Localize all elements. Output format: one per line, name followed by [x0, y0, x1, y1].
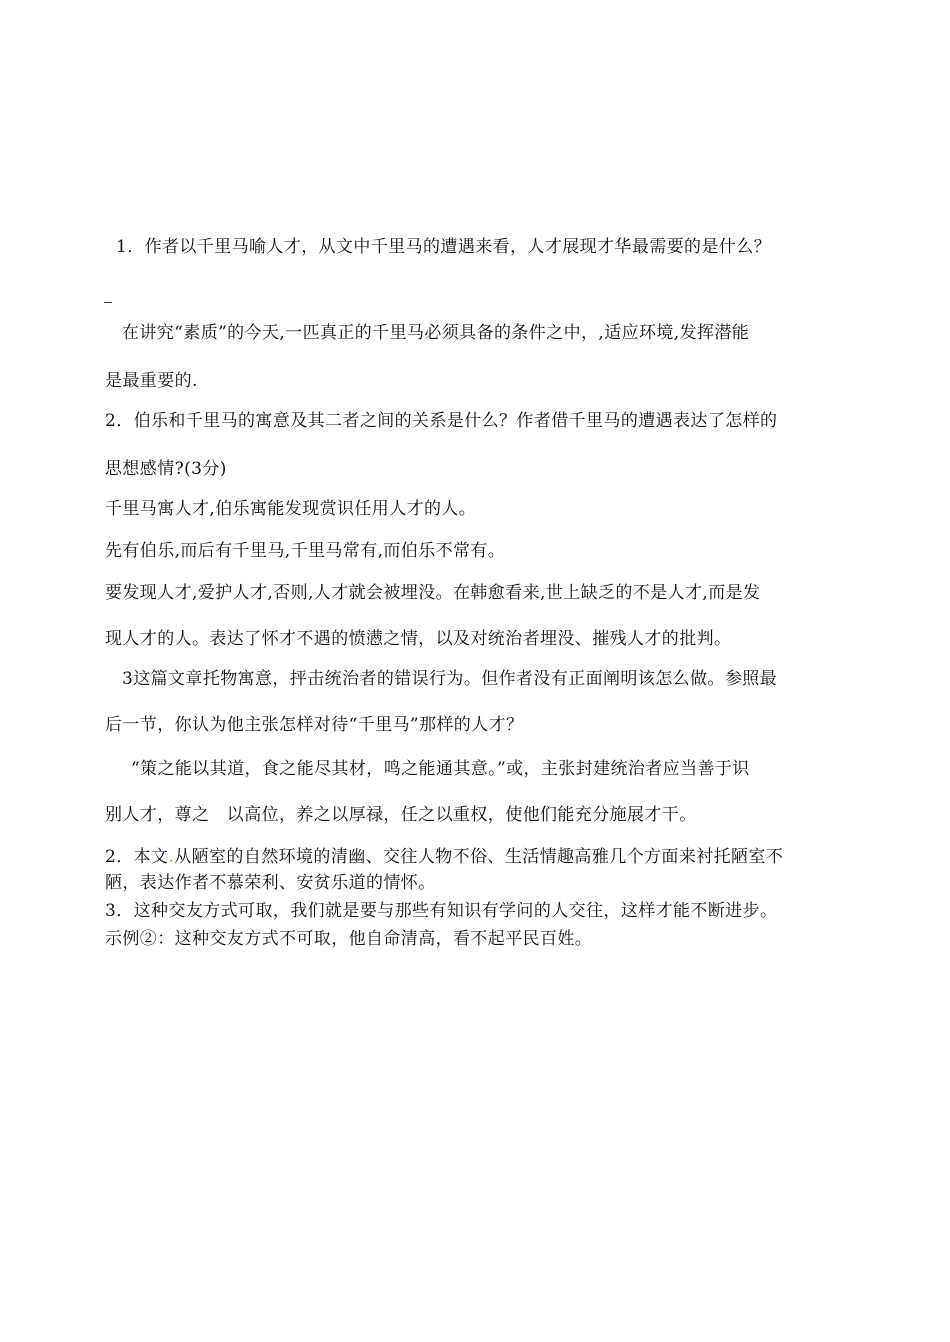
item-2-prefix: 2．本文	[105, 847, 169, 867]
item-2-line-2: 陋，表达作者不慕荣利、安贫乐道的情怀。	[105, 873, 436, 893]
question-2-line-1: 2．伯乐和千里马的寓意及其二者之间的关系是什么？作者借千里马的遭遇表达了怎样的	[105, 411, 778, 431]
answer-3-line-2: 别人才，尊之 以高位，养之以厚禄，任之以重权，使他们能充分施展才干。	[105, 805, 697, 825]
item-3-line-1: 3．这种交友方式可取，我们就是要与那些有知识有学问的人交往，这样才能不断进步。	[105, 901, 778, 921]
answer-2-line-2: 先有伯乐,而后有千里马,千里马常有,而伯乐不常有。	[105, 541, 506, 561]
answer-1-line-2: 是最重要的.	[105, 371, 198, 391]
item-3-line-2: 示例②：这种交友方式不可取，他自命清高，看不起平民百姓。	[105, 929, 593, 949]
answer-3-line-1: “策之能以其道，食之能尽其材，鸣之能通其意。”或，主张封建统治者应当善于识	[131, 759, 750, 779]
answer-2-line-1: 千里马寓人才,伯乐寓能发现赏识任用人才的人。	[105, 499, 477, 519]
question-3-line-1: 3这篇文章托物寓意，抨击统治者的错误行为。但作者没有正面阐明该怎么做。参照最	[122, 669, 778, 689]
blank-line	[104, 302, 112, 303]
item-2-line-1	[105, 846, 783, 868]
question-2-line-2: 思想感情?(3分)	[105, 459, 227, 479]
question-1: 1．作者以千里马喻人才，从文中千里马的遭遇来看，人才展现才华最需要的是什么？	[116, 237, 772, 257]
caret-mark: .	[168, 847, 175, 867]
answer-2-line-4: 现人才的人。表达了怀才不遇的愤懑之情，以及对统治者埋没、摧残人才的批判。	[105, 629, 732, 649]
item-2-text: 从陋室的自然环境的清幽、交往人物不俗、生活情趣高雅几个方面来衬托陋室不	[174, 847, 784, 867]
question-3-line-2: 后一节，你认为他主张怎样对待“千里马”那样的人才？	[105, 715, 524, 735]
answer-2-line-3: 要发现人才,爱护人才,否则,人才就会被埋没。在韩愈看来,世上缺乏的不是人才,而是发	[105, 583, 761, 603]
answer-1-line-1: 在讲究“素质”的今天,一匹真正的千里马必须具备的条件之中，,适应环境,发挥潜能	[122, 323, 750, 343]
